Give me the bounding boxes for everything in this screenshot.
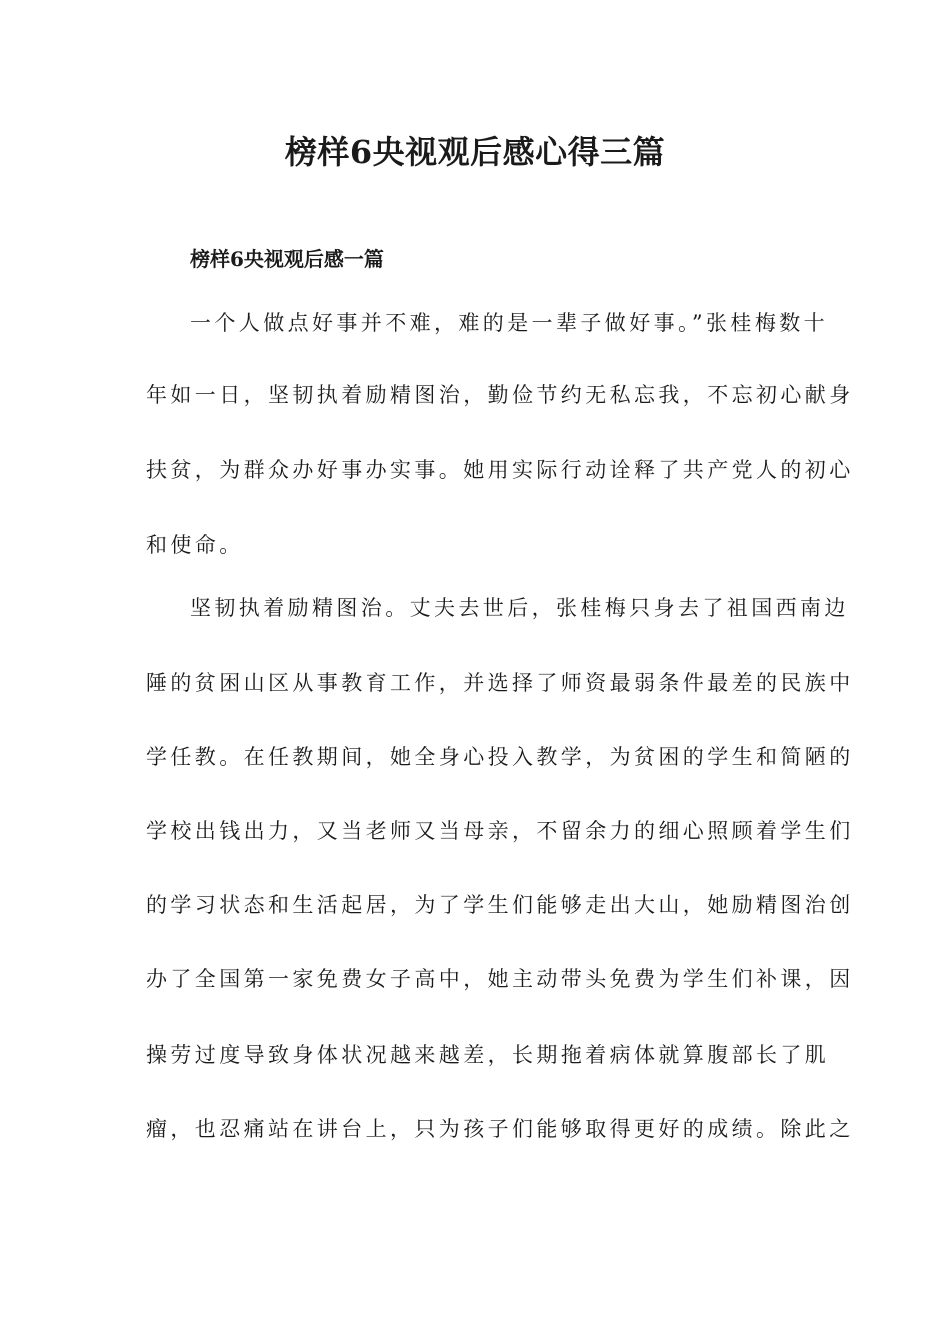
document-title: 榜样6央视观后感心得三篇 (284, 133, 666, 171)
paragraph-line: 陲的贫困山区从事教育工作，并选择了师资最弱条件最差的民族中 (146, 671, 854, 695)
paragraph-line: 坚韧执着励精图治。丈夫去世后，张桂梅只身去了祖国西南边 (190, 596, 849, 620)
paragraph-line: 学任教。在任教期间，她全身心投入教学，为贫困的学生和简陋的 (146, 745, 854, 769)
paragraph-line: 操劳过度导致身体状况越来越差，长期拖着病体就算腹部长了肌 (146, 1043, 830, 1067)
paragraph-line: 和使命。 (146, 533, 244, 557)
section-heading: 榜样6央视观后感一篇 (190, 247, 384, 271)
paragraph-line: 办了全国第一家免费女子高中，她主动带头免费为学生们补课，因 (146, 967, 854, 991)
paragraph-line: 年如一日，坚韧执着励精图治，勤俭节约无私忘我，不忘初心献身 (146, 383, 854, 407)
paragraph-line: 学校出钱出力，又当老师又当母亲，不留余力的细心照顾着学生们 (146, 819, 854, 843)
paragraph-line: 扶贫，为群众办好事办实事。她用实际行动诠释了共产党人的初心 (146, 458, 854, 482)
paragraph-line: 的学习状态和生活起居，为了学生们能够走出大山，她励精图治创 (146, 893, 854, 917)
paragraph-line: 瘤，也忍痛站在讲台上，只为孩子们能够取得更好的成绩。除此之 (146, 1117, 854, 1141)
paragraph-line: 一个人做点好事并不难，难的是一辈子做好事。”张桂梅数十 (190, 311, 829, 335)
